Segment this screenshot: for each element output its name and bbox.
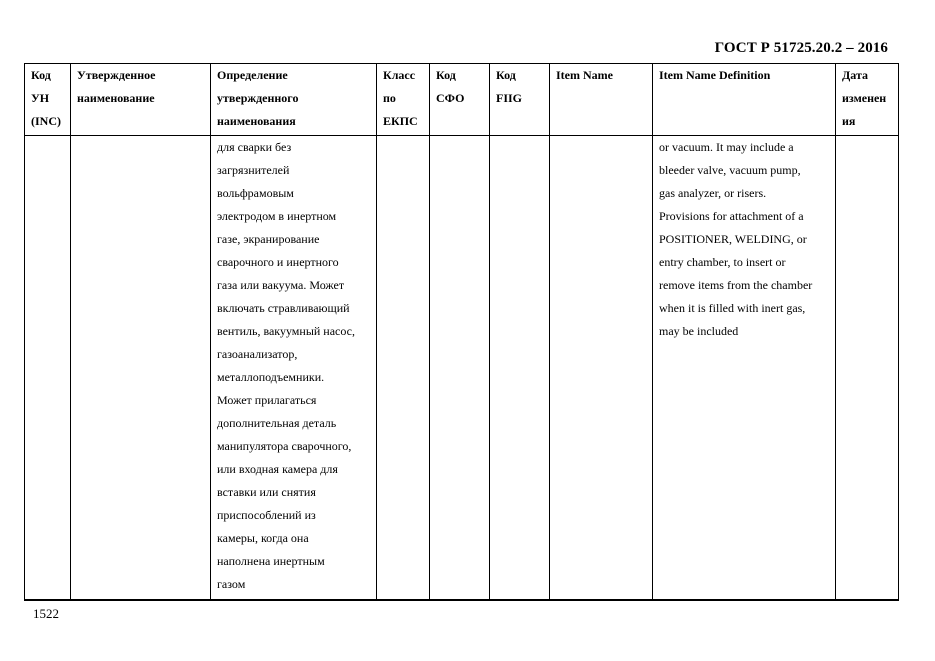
table-header-row: [25, 64, 899, 136]
definition-line: манипулятора сварочного,: [217, 439, 352, 453]
column-header-inc: Код УН (INC): [25, 64, 71, 136]
definition-line: электродом в инертном: [217, 209, 337, 223]
cell-item-name: [550, 136, 653, 601]
definition-line: включать стравливающий: [217, 301, 350, 315]
definition-line: камеры, когда она: [217, 531, 309, 545]
item-definition-line: or vacuum. It may include a: [659, 140, 794, 154]
column-header-fiig-code: Код FIIG: [490, 64, 550, 136]
cell-approved-name: [71, 136, 211, 601]
definition-line: для сварки без: [217, 140, 292, 154]
cell-fiig-code: [490, 136, 550, 601]
definition-line: сварочного и инертного: [217, 255, 339, 269]
definition-line: или входная камера для: [217, 462, 338, 476]
definition-line: металлоподъемники.: [217, 370, 325, 384]
item-definition-line: bleeder valve, vacuum pump,: [659, 163, 801, 177]
item-definition-line: may be included: [659, 324, 739, 338]
column-header-sfo-code: Код СФО: [430, 64, 490, 136]
definition-line: наполнена инертным: [217, 554, 325, 568]
item-definition-line: gas analyzer, or risers.: [659, 186, 767, 200]
definition-line: загрязнителей: [217, 163, 290, 177]
definition-line: газа или вакуума. Может: [217, 278, 345, 292]
item-definition-line: remove items from the chamber: [659, 278, 813, 292]
definition-line: дополнительная деталь: [217, 416, 337, 430]
definition-line: газом: [217, 577, 246, 591]
cell-change-date: [836, 136, 899, 601]
definition-line: вставки или снятия: [217, 485, 316, 499]
column-header-item-name: Item Name: [550, 64, 653, 136]
column-header-change-date: Дата изменен ия: [836, 64, 899, 136]
definition-line: вольфрамовым: [217, 186, 294, 200]
item-definition-line: POSITIONER, WELDING, or: [659, 232, 807, 246]
cell-inc: [25, 136, 71, 601]
item-definition-line: entry chamber, to insert or: [659, 255, 786, 269]
table-row: [25, 136, 899, 601]
cell-ekps-class: [377, 136, 430, 601]
cell-sfo-code: [430, 136, 490, 601]
item-definition-line: when it is filled with inert gas,: [659, 301, 806, 315]
data-table: [24, 63, 899, 601]
column-header-ekps-class: Класс по ЕКПС: [377, 64, 430, 136]
page-number: 1522: [33, 606, 59, 621]
cell-definition-ru: [211, 136, 377, 601]
definition-line: приспособлений из: [217, 508, 316, 522]
item-definition-line: Provisions for attachment of a: [659, 209, 804, 223]
column-header-definition: Определение утвержденного наименования: [211, 64, 377, 136]
cell-item-name-definition: [653, 136, 836, 601]
document-title: ГОСТ Р 51725.20.2 – 2016: [714, 40, 888, 56]
definition-line: Может прилагаться: [217, 393, 317, 407]
column-header-item-name-definition: Item Name Definition: [653, 64, 836, 136]
definition-line: газоанализатор,: [217, 347, 298, 361]
column-header-approved-name: Утвержденное наименование: [71, 64, 211, 136]
definition-line: газе, экранирование: [217, 232, 320, 246]
definition-line: вентиль, вакуумный насос,: [217, 324, 356, 338]
